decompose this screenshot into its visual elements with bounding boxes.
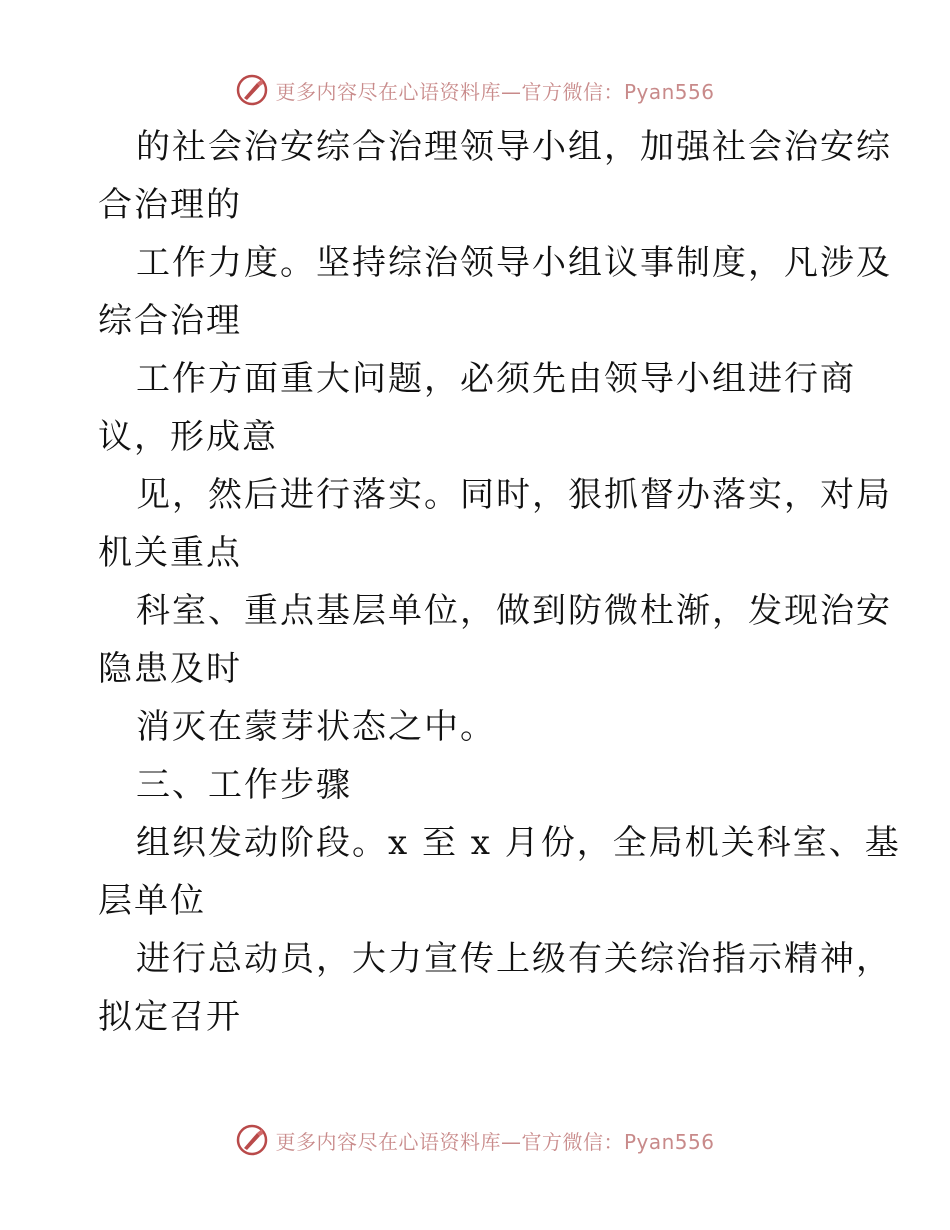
text-line: 进行总动员，大力宣传上级有关综治指示精神， (136, 939, 892, 979)
text-line: 消灭在蒙芽状态之中。 (136, 707, 496, 747)
text-line: 三、工作步骤 (136, 765, 352, 805)
text-line: 合治理的 (98, 185, 242, 225)
text-line: 拟定召开 (98, 997, 242, 1037)
text-line: 议，形成意 (98, 417, 278, 457)
watermark-text: 更多内容尽在心语资料库—官方微信：Pyan556 (275, 1129, 715, 1154)
text-line: 的社会治安综合治理领导小组，加强社会治安综 (136, 127, 892, 167)
quill-logo-icon (235, 73, 269, 107)
text-line: 工作力度。坚持综治领导小组议事制度，凡涉及 (136, 243, 892, 283)
text-line: 工作方面重大问题，必须先由领导小组进行商 (136, 359, 856, 399)
document-body (98, 118, 901, 1046)
header-watermark (0, 70, 950, 110)
text-line: 综合治理 (98, 301, 242, 341)
watermark-text: 更多内容尽在心语资料库—官方微信：Pyan556 (275, 79, 715, 104)
text-line: 组织发动阶段。x 至 x 月份，全局机关科室、基 (136, 823, 901, 863)
footer-watermark (0, 1120, 950, 1160)
text-line: 见，然后进行落实。同时，狠抓督办落实，对局 (136, 475, 892, 515)
text-line: 科室、重点基层单位，做到防微杜渐，发现治安 (136, 591, 892, 631)
text-line: 层单位 (98, 881, 206, 921)
quill-logo-icon (235, 1123, 269, 1157)
text-line: 机关重点 (98, 533, 242, 573)
text-line: 隐患及时 (98, 649, 242, 689)
